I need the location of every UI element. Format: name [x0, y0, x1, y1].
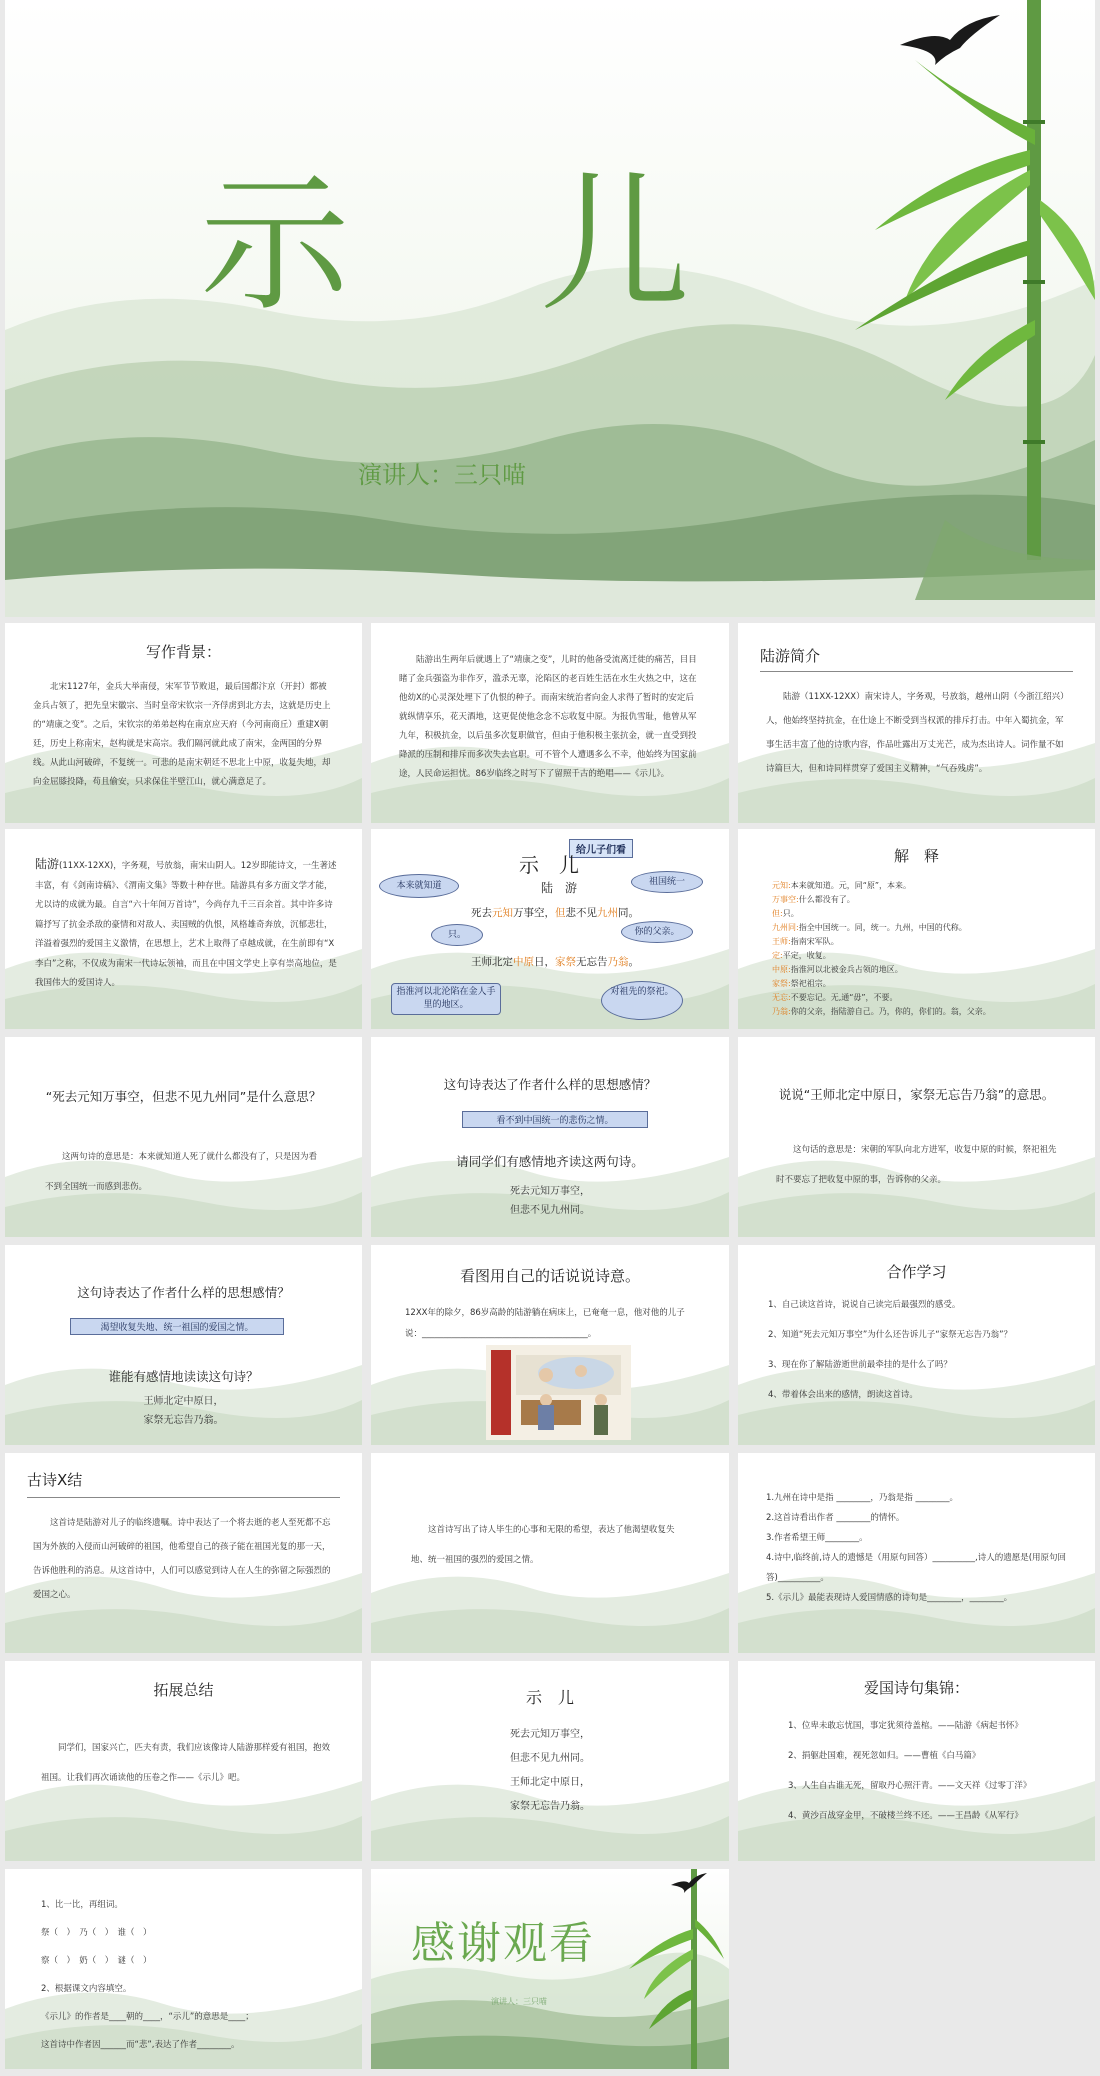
slide-heading: 看图用自己的话说说诗意。: [459, 1267, 640, 1285]
quote-list: [788, 1711, 1069, 1831]
poem-line: 王师北定中原日，: [510, 1777, 590, 1788]
prompt-text: 谁能有感情地读读这句诗？: [108, 1369, 259, 1384]
slide-glossary[interactable]: [738, 829, 1095, 1029]
list-item: 5.《示儿》最能表现诗人爱国情感的诗句是________，________。: [766, 1593, 1013, 1603]
body-text: 这两句诗的意思是：本来就知道人死了就什么都没有了，只是因为看不到全国统一而感到悲伤。: [45, 1152, 318, 1192]
gloss-def: 平定，收复。: [782, 951, 831, 960]
presenter: 演讲人：三只喵: [358, 461, 526, 489]
body-text: 这首诗是陆游对儿子的临终遗嘱。诗中表达了一个将去逝的老人至死都不忘国为外族的入侵而山河破碎的祖国，他希望自己的孩子能在祖国光复的那一天，告诉他胜利的消息。从这首诗中，人们可以感觉到诗人在人生的弥留之际强烈的爱国之心。: [33, 1518, 331, 1600]
swallow-icon: [895, 10, 1005, 70]
slide-heading: 合作学习: [886, 1263, 947, 1281]
slide-heading: 陆游简介: [760, 647, 821, 665]
slide-lu-you-life[interactable]: [371, 623, 729, 823]
slide-exercise-fill[interactable]: [738, 1453, 1095, 1653]
slide-emotion-1[interactable]: [371, 1037, 729, 1237]
slide-heading: 写作背景：: [145, 643, 221, 661]
body-text: [35, 855, 338, 994]
list-item: 祭（ ） 乃（ ） 谁（ ）: [41, 1928, 152, 1938]
word: 死去: [471, 907, 492, 919]
annotation-bubble: 你的父亲。: [621, 921, 693, 943]
annotation-bubble: 对祖先的祭祀。: [601, 981, 683, 1020]
illustration-image: [486, 1345, 631, 1440]
gloss-def: 本来就知道。元，同“原”，本来。: [790, 881, 911, 890]
word-highlight: 中原: [513, 956, 534, 968]
title-slide[interactable]: [5, 0, 1095, 617]
gloss-term: 中原:: [772, 965, 791, 974]
poem-title: 示 儿: [525, 1688, 574, 1707]
list-item: 4.诗中,临终前,诗人的遗憾是（用原句回答）__________,诗人的遗愿是(用原句回答)__________。: [766, 1553, 1067, 1583]
list-item: 3、人生自古谁无死，留取丹心照汗青。——文天祥《过零丁洋》: [788, 1781, 1032, 1791]
author-bio: (11XX-12XX)，字务观，号放翁，南宋山阴人。12岁即能诗文，一生著述丰富，有《剑南诗稿》、《渭南文集》等数十种存世。陆游具有多方面文学才能，尤以诗的成就为最。自言“六十年间万首诗”，今尚存九千三百余首。其中许多诗篇抒写了抗金杀敌的豪情和对敌人、卖国贼的仇恨，风格雄奇奔放，沉郁悲壮，洋溢着强烈的爱国主义激情，在思想上，艺术上取得了卓越成就，在生前即有“X李白”之称，不仅成为南宋一代诗坛领袖，而且在中国文学史上享有崇高地位，是我国伟大的爱国诗人。: [35, 861, 337, 988]
slide-heading: 古诗X结: [27, 1471, 83, 1489]
gloss-term: 但:: [772, 909, 783, 918]
slide-poem-recital[interactable]: [371, 1661, 729, 1861]
bamboo-illustration: [619, 1869, 729, 2069]
slide-heading: “死去元知万事空，但悲不见九州同”是什么意思？: [45, 1089, 322, 1104]
slide-cooperative-learning[interactable]: [738, 1245, 1095, 1445]
annotation-bubble: 祖国统一: [631, 871, 703, 893]
body-text: 这句话的意思是：宋朝的军队向北方进军，收复中原的时候，祭祀祖先时不要忘了把收复中原的事，告诉你的父亲。: [776, 1145, 1057, 1185]
annotation-bubble: 本来就知道: [379, 874, 459, 898]
list-item: 《示儿》的作者是____朝的____，“示儿”的意思是____；: [41, 2012, 254, 2022]
poem-line: 家祭无忘告乃翁。: [143, 1415, 224, 1426]
gloss-def: 你的父亲，指陆游自己。乃，你的，你们的。翁，父亲。: [790, 1007, 991, 1016]
slide-heading: 拓展总结: [153, 1681, 214, 1699]
word: 日，: [534, 956, 555, 968]
gloss-def: 指淮河以北被金兵占领的地区。: [790, 965, 903, 974]
page-title: 示 儿: [200, 158, 711, 332]
poem-line: 王师北定中原日，: [143, 1396, 224, 1407]
slide-patriotic-quotes[interactable]: [738, 1661, 1095, 1861]
empty-cell: [738, 1869, 1095, 2069]
glossary-list: [772, 879, 1075, 1019]
body-text: 这首诗写出了诗人毕生的心事和无限的希望，表达了他渴望收复失地、统一祖国的强烈的爱国之情。: [411, 1525, 675, 1565]
list-item: 2、根据课文内容填空。: [41, 1984, 132, 1994]
presenter: 演讲人：三只喵: [491, 1997, 547, 2006]
list-item: 2.这首诗看出作者 ________的情怀。: [766, 1513, 905, 1523]
list-item: 1、比一比，再组词。: [41, 1900, 123, 1910]
gloss-term: 定:: [772, 951, 783, 960]
poem-line: 家祭无忘告乃翁。: [510, 1801, 590, 1812]
word-highlight: 元知: [492, 907, 513, 919]
word-highlight: 但: [555, 907, 566, 919]
list-item: 4、黄沙百战穿金甲，不破楼兰终不还。——王昌龄《从军行》: [788, 1811, 1023, 1821]
bamboo-illustration: [795, 0, 1095, 617]
list-item: 察（ ） 奶（ ） 谜（ ）: [41, 1956, 152, 1966]
slide-thanks[interactable]: [371, 1869, 729, 2069]
slide-heading: 解 释: [893, 847, 939, 865]
gloss-def: 只。: [782, 909, 799, 918]
gloss-item: [772, 991, 1075, 1005]
slide-heading: 这句诗表达了作者什么样的思想感情？: [77, 1285, 290, 1300]
gloss-item: [772, 935, 1075, 949]
list-item: 3、现在你了解陆游逝世前最牵挂的是什么了吗？: [768, 1360, 952, 1370]
gloss-item: [772, 949, 1075, 963]
gloss-def: 指全中国统一。同，统一。九州，中国的代称。: [798, 923, 967, 932]
slide-lu-you-bio[interactable]: [5, 829, 362, 1029]
exercise-list: [766, 1488, 1073, 1608]
prompt-text: 请同学们有感情地齐读这两句诗。: [456, 1154, 644, 1169]
slide-heading: 爱国诗句集锦：: [863, 1679, 969, 1697]
gloss-item: [772, 921, 1075, 935]
body-text: 陆游出生两年后就遇上了“靖康之变”，儿时的他备受流离迁徙的痛苦，目目睹了金兵强盗为非作歹，滥杀无辜，沦陷区的老百姓生活在水生火热之中，这在他幼X的心灵深处埋下了仇恨的种子。而南宋统治者向金人求得了暂时的安定后就纵情享乐，花天酒地，这更促使他念念不忘收复中原。为报仇雪耻，他曾从军九年，积极抗金，以后虽多次复职做官，但由于他积极主张抗金，就一直受到投降派的压制和排斥而多次失去官职。可不管个人遭遇多么不幸，他始终为国家前途，人民命运担忧。86岁临终之时写下了留照千古的绝唱——《示儿》。: [399, 655, 697, 779]
word: 同。: [618, 907, 639, 919]
slide-heading: 说说“王师北定中原日，家祭无忘告乃翁”的意思。: [778, 1087, 1055, 1102]
word: 无忘告: [576, 956, 608, 968]
list-item: 2、捐躯赴国难，视死忽如归。——曹植《白马篇》: [788, 1751, 981, 1761]
author-name: 陆游: [35, 857, 60, 871]
swallow-icon: [669, 1871, 709, 1895]
word: 。: [628, 956, 639, 968]
gloss-term: 家祭:: [772, 979, 791, 988]
gloss-term: 万事空:: [772, 895, 799, 904]
list-item: 这首诗中作者因______而“悲”,表达了作者________。: [41, 2040, 240, 2050]
body-text: 12XX年的除夕，86岁高龄的陆游躺在病床上，已奄奄一息，他对他的儿子说：_______________________________________。: [405, 1308, 685, 1339]
answer-box: 渴望收复失地、统一祖国的爱国之情。: [70, 1318, 284, 1335]
gloss-item: [772, 893, 1075, 907]
annotation-box: 指淮河以北沦陷在金人手里的地区。: [391, 983, 501, 1015]
gloss-def: 祭祀祖宗。: [790, 979, 831, 988]
answer-box: 看不到中国统一的悲伤之情。: [462, 1111, 648, 1128]
gloss-def: 什么都没有了。: [798, 895, 855, 904]
slide-extension[interactable]: [5, 1661, 362, 1861]
poem-line-2: [471, 954, 639, 969]
poem-line-1: [471, 905, 639, 920]
body-text: 同学们，国家兴亡，匹夫有责，我们应该像诗人陆游那样爱有祖国，抱效祖国。让我们再次诵读他的压卷之作——《示儿》吧。: [41, 1743, 331, 1783]
gloss-item: [772, 907, 1075, 921]
thanks-title: 感谢观看: [411, 1918, 595, 1969]
gloss-def: 指南宋军队。: [790, 937, 839, 946]
list-item: 1、位卑未敢忘忧国，事定犹须待盖棺。——陆游《病起书怀》: [788, 1721, 1023, 1731]
word: 王师北定: [471, 956, 513, 968]
body-text: 陆游（11XX-12XX）南宋诗人，字务观，号放翁，越州山阴（今浙江绍兴）人，他始终坚持抗金，在仕途上不断受到当权派的排斥打击。中年入蜀抗金，军事生活丰富了他的诗歌内容，作品吐露出万丈光芒，成为杰出诗人。词作量不如诗篇巨大，但和诗同样贯穿了爱国主义精神，“气吞残虏”。: [766, 692, 1065, 774]
divider: [27, 1497, 340, 1498]
poem-line: 但悲不见九州同。: [510, 1753, 590, 1764]
list-item: 2、知道“死去元知万事空”为什么还告诉儿子“家祭无忘告乃翁”？: [768, 1330, 1013, 1340]
slide-emotion-2[interactable]: [5, 1245, 362, 1445]
slide-meaning-1[interactable]: [5, 1037, 362, 1237]
list-item: 3.作者希望王师________。: [766, 1533, 868, 1543]
gloss-item: [772, 879, 1075, 893]
poem-author: 陆 游: [541, 881, 578, 895]
gloss-item: [772, 963, 1075, 977]
word: 万事空，: [513, 907, 555, 919]
slide-poem-annotated[interactable]: [371, 829, 729, 1029]
word-highlight: 九州: [597, 907, 618, 919]
list-item: 1、自己读这首诗，说说自己读完后最强烈的感受。: [768, 1300, 961, 1310]
slide-lu-you-intro[interactable]: [738, 623, 1095, 823]
poem-line: 死去元知万事空，: [510, 1729, 590, 1740]
slide-heading: 这句诗表达了作者什么样的思想感情？: [443, 1077, 657, 1092]
gloss-term: 乃翁:: [772, 1007, 791, 1016]
gloss-term: 无忘:: [772, 993, 791, 1002]
annotation-bubble: 只。: [431, 924, 483, 946]
list-item: 4、带着体会出来的感情，朗读这首诗。: [768, 1390, 918, 1400]
divider: [760, 671, 1073, 672]
annotation-tag: 给儿子们看: [569, 839, 633, 858]
slide-writing-background[interactable]: [5, 623, 362, 823]
poem-title: 示 儿: [519, 853, 579, 877]
slide-poem-theme[interactable]: [371, 1453, 729, 1653]
poem-line: 但悲不见九州同。: [510, 1205, 590, 1216]
gloss-item: [772, 977, 1075, 991]
exercise-list: [41, 1891, 336, 2059]
gloss-item: [772, 1005, 1075, 1019]
word-highlight: 家祭: [555, 956, 576, 968]
slide-poem-summary[interactable]: [5, 1453, 362, 1653]
slide-picture-talk[interactable]: [371, 1245, 729, 1445]
word-highlight: 乃翁: [607, 956, 629, 968]
body-text: 北宋1127年，金兵大举南侵，宋军节节败退，最后国都汴京（开封）都被金兵占领了，把先皇宋徽宗、当时皇帝宋钦宗一齐俘虏到北方去，这就是历史上的“靖康之变”。之后，宋钦宗的弟弟赵构在南京应天府（今河南商丘）重建X朝廷，历史上称南宋，赵构就是宋高宗。我们隔河就此成了南宋，金两国的分界线。从此山河破碎，不复统一。可悲的是南宋朝廷不思北上中原，收复失地，却向金屈膝投降，苟且偷安，只求保住半壁江山，就心满意足了。: [33, 682, 331, 787]
list-item: 1.九州在诗中是指 ________，乃翁是指 ________。: [766, 1493, 959, 1503]
gloss-def: 不要忘记。无,通“毋”，不要。: [790, 993, 898, 1002]
gloss-term: 元知:: [772, 881, 791, 890]
word: 悲不见: [565, 907, 597, 919]
gloss-term: 九州同:: [772, 923, 799, 932]
gloss-term: 王师:: [772, 937, 791, 946]
task-list: [768, 1290, 1069, 1410]
poem-line: 死去元知万事空，: [510, 1186, 590, 1197]
slide-exercise-words[interactable]: [5, 1869, 362, 2069]
slide-meaning-2[interactable]: [738, 1037, 1095, 1237]
